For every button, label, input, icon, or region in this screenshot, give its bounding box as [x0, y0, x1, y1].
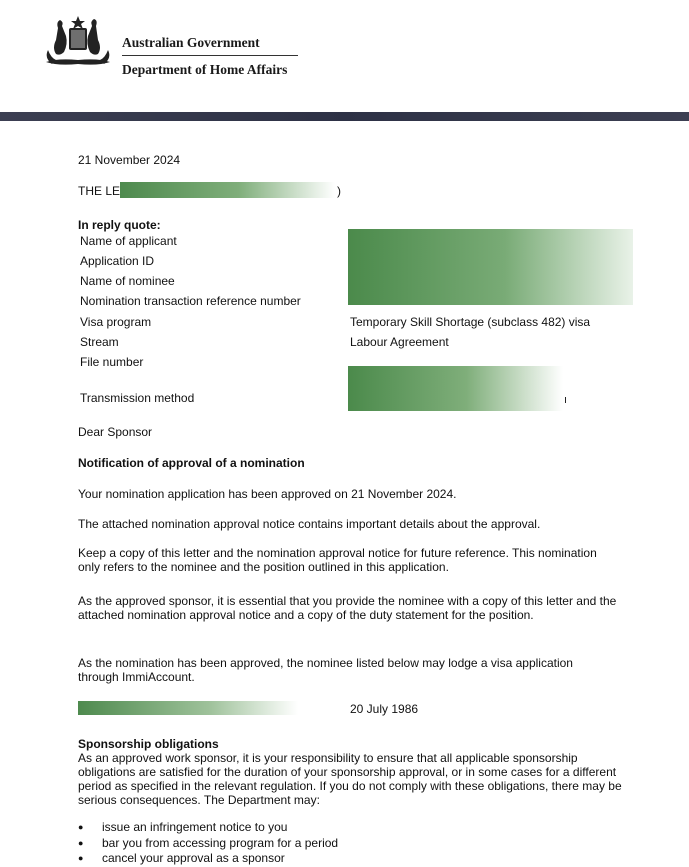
paragraph: Keep a copy of this letter and the nomination approval notice for future reference. This nomination only refers to the nominee and the position outlined in this application. [78, 546, 597, 574]
reply-heading: In reply quote: [78, 218, 161, 232]
addressee: THE LE [78, 184, 121, 198]
letterhead-divider [122, 55, 298, 56]
list-item: ● issue an infringement notice to you [78, 820, 338, 836]
obligations-list [78, 820, 338, 867]
redaction-block [348, 366, 563, 411]
field-label: Transmission method [80, 391, 195, 405]
government-name: Australian Government [122, 35, 260, 50]
coat-of-arms-icon [38, 14, 118, 68]
department-name: Department of Home Affairs [122, 62, 288, 77]
letter-subject: Notification of approval of a nomination [78, 456, 305, 470]
redaction-block [78, 701, 298, 715]
obligations-text: As an approved work sponsor, it is your responsibility to ensure that all applicable sponsorship obligations are satisfied for the duration of your sponsorship approval, or in some cases for a different period as specified in the relevant regulation. If you do not comply with these obligations, there may be serious consequences. The Department may: [78, 751, 622, 807]
text-fragment [565, 397, 566, 403]
obligations-heading: Sponsorship obligations [78, 737, 219, 751]
stream-value: Labour Agreement [350, 335, 449, 349]
letterhead [0, 0, 689, 112]
paragraph: As the nomination has been approved, the nominee listed below may lodge a visa application through ImmiAccount. [78, 656, 573, 684]
field-label: Visa program [80, 315, 152, 329]
addressee-tail: ) [337, 184, 341, 198]
paragraph: As the approved sponsor, it is essential that you provide the nominee with a copy of this letter and the attached nomination approval notice and a copy of the duty statement for the position. [78, 594, 617, 622]
field-label: Nomination transaction reference number [80, 294, 301, 308]
redaction-block [348, 229, 633, 305]
paragraph: Your nomination application has been approved on 21 November 2024. [78, 487, 457, 501]
field-label: File number [80, 355, 144, 369]
list-item: ● cancel your approval as a sponsor [78, 851, 338, 867]
header-banner [0, 112, 689, 121]
field-label: Name of applicant [80, 234, 177, 248]
visa-program-value: Temporary Skill Shortage (subclass 482) visa [350, 315, 591, 329]
nominee-dob: 20 July 1986 [350, 702, 419, 716]
list-item: ● bar you from accessing program for a period [78, 836, 338, 852]
redaction-block [120, 182, 335, 198]
letter-date: 21 November 2024 [78, 153, 181, 167]
paragraph: The attached nomination approval notice contains important details about the approval. [78, 517, 541, 531]
field-label: Name of nominee [80, 274, 175, 288]
salutation: Dear Sponsor [78, 425, 153, 439]
field-label: Application ID [80, 254, 155, 268]
field-label: Stream [80, 335, 119, 349]
